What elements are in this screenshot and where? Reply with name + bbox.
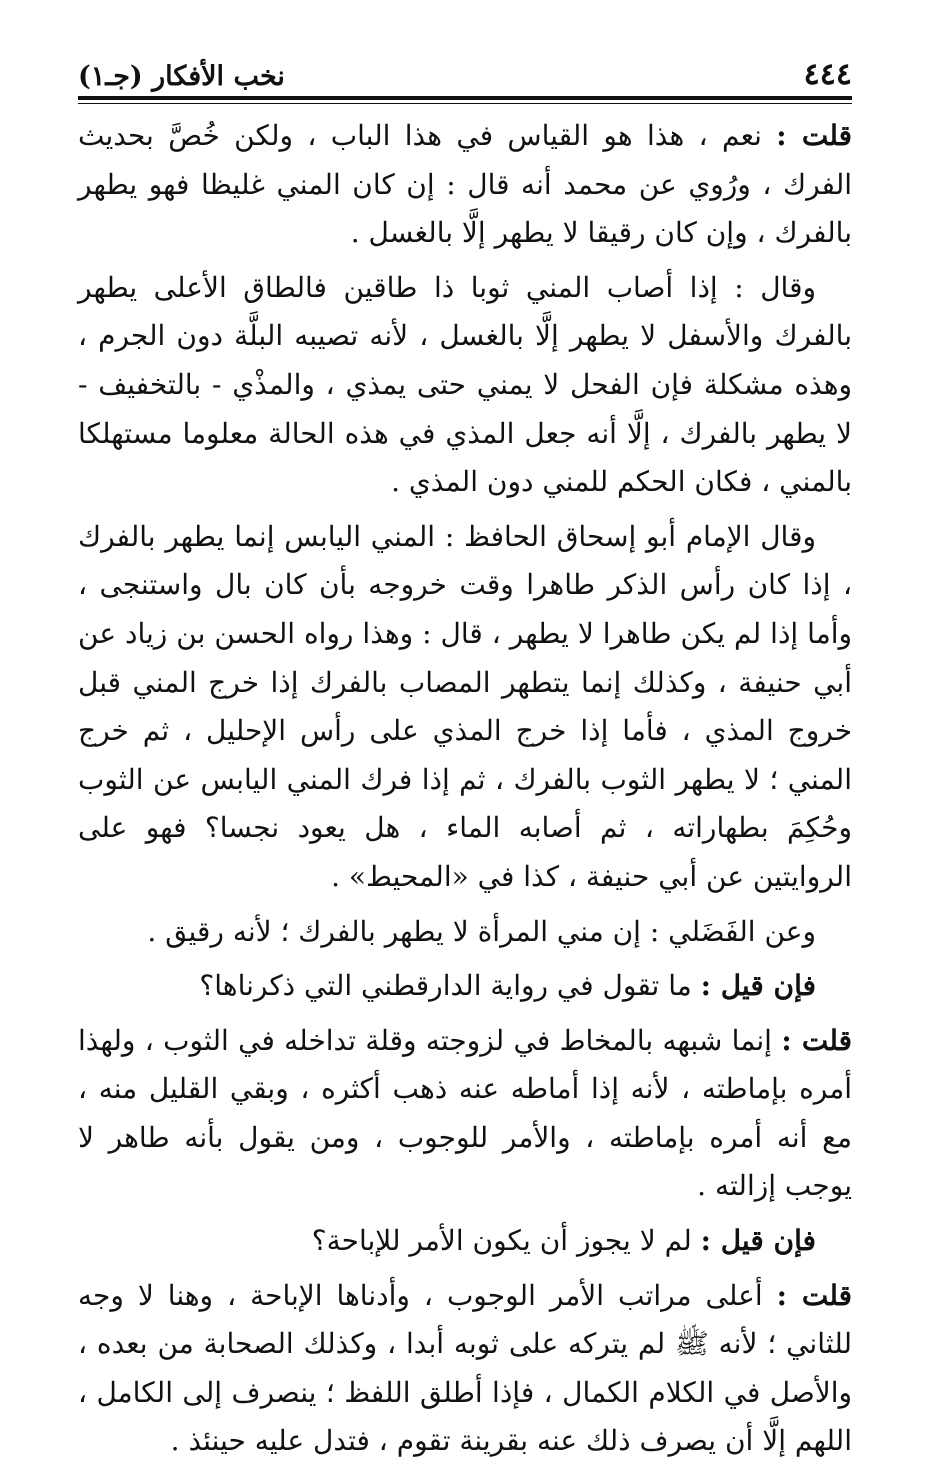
paragraph-8 xyxy=(78,1272,852,1466)
paragraph-text: وعن الفَضَلي : إن مني المرأة لا يطهر بالفرك ؛ لأنه رقيق . xyxy=(147,914,816,948)
paragraph-text: أعلى مراتب الأمر الوجوب ، وأدناها الإباحة ، وهنا لا وجه للثاني ؛ لأنه ﷺ لم يتركه على ثوبه أبدا ، وكذلك الصحابة من بعده ، والأصل في الكلام الكمال ، فإذا أطلق اللفظ ؛ ينصرف إلى الكامل ، اللهم إلَّا أن يصرف ذلك عنه بقرينة تقوم ، فتدل عليه حينئذ . xyxy=(78,1278,852,1458)
paragraph-3 xyxy=(78,513,852,902)
paragraph-5 xyxy=(78,962,852,1011)
paragraph-lead: قلت : xyxy=(776,1278,852,1312)
paragraph-4 xyxy=(78,908,852,957)
page-header xyxy=(78,52,852,92)
header-rule-thin xyxy=(78,103,852,104)
paragraph-1 xyxy=(78,112,852,258)
page-body xyxy=(78,112,852,1466)
page-number: ٤٤٤ xyxy=(803,57,852,92)
paragraph-lead: فإن قيل : xyxy=(700,969,816,1003)
paragraph-text: وقال : إذا أصاب المني ثوبا ذا طاقين فالطاق الأعلى يطهر بالفرك والأسفل لا يطهر إلَّا بالغسل ، لأنه تصيبه البلَّة دون الجرم ، وهذه مشكلة فإن الفحل لا يمني حتى يمذي ، والمذْي - بالتخفيف - لا يطهر بالفرك ، إلَّا أنه جعل المذي في هذه الحالة معلوما مستهلكا بالمني ، فكان الحكم للمني دون المذي . xyxy=(78,270,852,499)
running-title: نخب الأفكار (جـ١) xyxy=(78,61,285,92)
paragraph-text: ما تقول في رواية الدارقطني التي ذكرناها؟ xyxy=(199,969,701,1003)
paragraph-6 xyxy=(78,1017,852,1211)
header-rule-thick xyxy=(78,96,852,100)
paragraph-lead: قلت : xyxy=(781,1023,853,1057)
paragraph-2 xyxy=(78,264,852,507)
paragraph-lead: قلت : xyxy=(776,119,852,152)
paragraph-text: إنما شبهه بالمخاط في لزوجته وقلة تداخله في الثوب ، ولهذا أمره بإماطته ، لأنه إذا أماطه عنه ذهب أكثره ، وبقي القليل منه ، مع أنه أمره بإماطته ، والأمر للوجوب ، ومن يقول بأنه طاهر لا يوجب إزالته . xyxy=(78,1023,852,1203)
paragraph-text: وقال الإمام أبو إسحاق الحافظ : المني اليابس إنما يطهر بالفرك ، إذا كان رأس الذكر طاهرا وقت خروجه بأن كان بال واستنجى ، وأما إذا لم يكن طاهرا لا يطهر ، قال : وهذا رواه الحسن بن زياد عن أبي حنيفة ، وكذلك إنما يتطهر المصاب بالفرك إذا خرج المني قبل خروج المذي ، فأما إذا خرج المذي على رأس الإحليل ، ثم خرج المني ؛ لا يطهر الثوب بالفرك ، ثم إذا فرك المني اليابس عن الثوب وحُكِمَ بطهاراته ، ثم أصابه الماء ، هل يعود نجسا؟ فهو على الروايتين عن أبي حنيفة ، كذا في «المحيط» . xyxy=(78,519,852,893)
paragraph-text: نعم ، هذا هو القياس في هذا الباب ، ولكن خُصَّ بحديث الفرك ، ورُوي عن محمد أنه قال : إن كان المني غليظا فهو يطهر بالفرك ، وإن كان رقيقا لا يطهر إلَّا بالغسل . xyxy=(78,119,852,250)
paragraph-lead: فإن قيل : xyxy=(700,1224,816,1258)
paragraph-text: لم لا يجوز أن يكون الأمر للإباحة؟ xyxy=(311,1224,701,1258)
paragraph-7 xyxy=(78,1217,852,1266)
